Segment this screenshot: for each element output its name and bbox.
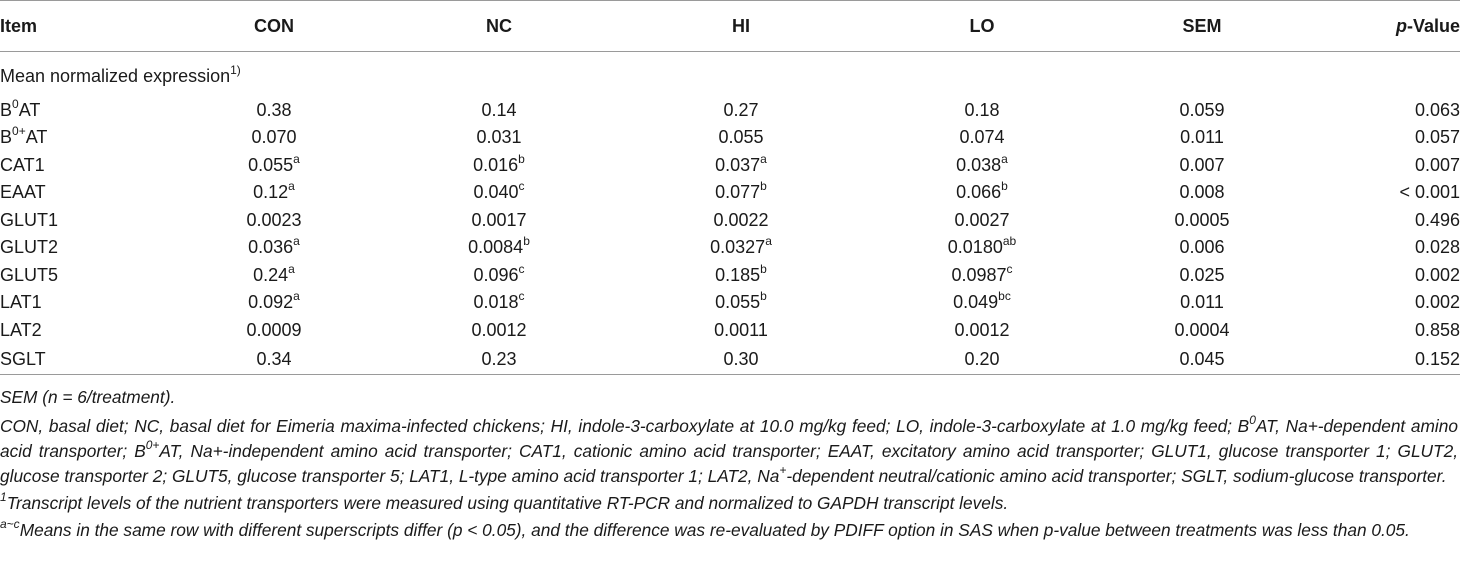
section-row bbox=[0, 52, 1460, 97]
cell-con: 0.12$^a$ bbox=[253, 179, 295, 203]
cell-p-value: 0.152 bbox=[1302, 344, 1460, 375]
cell-nc: 0.040$^c$ bbox=[473, 179, 525, 203]
cell-sem: 0.007 bbox=[1179, 154, 1225, 175]
cell-hi: 0.055$^b$ bbox=[715, 289, 767, 313]
cell-hi: 0.0011 bbox=[714, 319, 768, 340]
table-row bbox=[0, 316, 1460, 344]
table-row bbox=[0, 344, 1460, 375]
cell-lo: 0.049$^{bc}$ bbox=[953, 289, 1011, 313]
col-header-p-value: p-Value bbox=[1302, 1, 1460, 52]
table-row bbox=[0, 96, 1460, 124]
row-item-label: EAAT bbox=[0, 182, 46, 203]
row-item-label: CAT1 bbox=[0, 154, 45, 175]
cell-lo: 0.0987$^c$ bbox=[951, 261, 1013, 285]
col-header-nc: NC bbox=[378, 1, 620, 52]
cell-nc: 0.016$^b$ bbox=[473, 151, 525, 175]
table-footnotes bbox=[0, 385, 1458, 545]
cell-sem: 0.0004 bbox=[1174, 319, 1230, 340]
cell-hi: 0.30 bbox=[620, 344, 862, 375]
cell-con: 0.070 bbox=[251, 127, 297, 148]
footnote-2: $^{a\sim c}$Means in the same row with different superscripts differ (p < 0.05), and the difference was re-evaluated by PDIFF option in SAS when p-value between treatments was less than 0.05. bbox=[0, 517, 1410, 540]
cell-con: 0.34 bbox=[170, 344, 378, 375]
cell-sem: 0.008 bbox=[1179, 182, 1225, 203]
table-row bbox=[0, 234, 1460, 262]
cell-con: 0.0023 bbox=[246, 209, 302, 230]
cell-p-value: 0.028 bbox=[1414, 237, 1460, 258]
col-header-lo: LO bbox=[862, 1, 1102, 52]
cell-con: 0.24$^a$ bbox=[253, 261, 295, 285]
cell-nc: 0.031 bbox=[476, 127, 522, 148]
cell-con: 0.092$^a$ bbox=[248, 289, 300, 313]
cell-sem: 0.011 bbox=[1180, 127, 1224, 148]
cell-lo: 0.0180$^{ab}$ bbox=[947, 234, 1017, 258]
header-row bbox=[0, 1, 1460, 52]
sem-note: SEM (n = 6/treatment). bbox=[0, 387, 176, 407]
row-item-label: $B^0AT$ bbox=[0, 96, 41, 120]
cell-lo: 0.066$^b$ bbox=[956, 179, 1008, 203]
cell-con: 0.036$^a$ bbox=[248, 234, 300, 258]
cell-lo: 0.20 bbox=[862, 344, 1102, 375]
cell-lo: 0.18 bbox=[964, 99, 1000, 120]
table-row bbox=[0, 261, 1460, 289]
cell-nc: 0.0012 bbox=[471, 319, 527, 340]
col-header-hi: HI bbox=[620, 1, 862, 52]
cell-p-value: 0.057 bbox=[1414, 127, 1460, 148]
cell-p-value: < 0.001 bbox=[1399, 182, 1460, 203]
row-item-label: GLUT5 bbox=[0, 264, 59, 285]
cell-sem: 0.006 bbox=[1179, 237, 1225, 258]
cell-nc: 0.0017 bbox=[471, 209, 527, 230]
table-row bbox=[0, 289, 1460, 317]
cell-p-value: 0.063 bbox=[1414, 99, 1460, 120]
col-header-con: CON bbox=[170, 1, 378, 52]
row-item-label: GLUT1 bbox=[0, 209, 59, 230]
col-header-item: Item bbox=[0, 1, 170, 52]
abbreviations-note: CON, basal diet; NC, basal diet for Eimeria maxima-infected chickens; HI, indole-3-carboxylate at 10.0 mg/kg feed; LO, indole-3-carboxylate at 1.0 mg/kg feed; $B^0AT$, Na+-dependent amino acid transporter; $B^{0+}AT$, Na+-independent amino acid transporter; CAT1, cationic amino acid transporter; EAAT, excitatory amino acid transporter; GLUT1, glucose transporter 1; GLUT2, glucose transporter 2; GLUT5, glucose transporter 5; LAT1, L-type amino acid transporter 1; LAT2, Na+-dependent neutral/cationic amino acid transporter; SGLT, sodium-glucose transporter. bbox=[0, 413, 1459, 486]
cell-lo: 0.074 bbox=[959, 127, 1005, 148]
row-item-label: LAT2 bbox=[0, 319, 42, 340]
cell-nc: 0.23 bbox=[378, 344, 620, 375]
cell-con: 0.38 bbox=[256, 99, 292, 120]
cell-sem: 0.0005 bbox=[1174, 209, 1230, 230]
cell-hi: 0.0022 bbox=[713, 209, 769, 230]
cell-sem: 0.025 bbox=[1179, 264, 1225, 285]
cell-hi: 0.185$^b$ bbox=[715, 261, 767, 285]
cell-con: 0.055$^a$ bbox=[248, 151, 300, 175]
table-row bbox=[0, 206, 1460, 234]
row-item-label: GLUT2 bbox=[0, 237, 59, 258]
section-label: Mean normalized expression$^{1)}$ bbox=[0, 63, 241, 86]
table-row bbox=[0, 151, 1460, 179]
table-row bbox=[0, 124, 1460, 152]
cell-nc: 0.14 bbox=[481, 99, 517, 120]
cell-sem: 0.045 bbox=[1102, 344, 1302, 375]
cell-hi: 0.037$^a$ bbox=[715, 151, 767, 175]
row-item-label: LAT1 bbox=[0, 292, 42, 313]
cell-hi: 0.055 bbox=[718, 127, 764, 148]
cell-nc: 0.0084$^b$ bbox=[468, 234, 530, 258]
cell-con: 0.0009 bbox=[246, 319, 302, 340]
cell-p-value: 0.858 bbox=[1414, 319, 1460, 340]
row-item-label: SGLT bbox=[0, 344, 170, 375]
cell-nc: 0.096$^c$ bbox=[473, 261, 525, 285]
cell-sem: 0.059 bbox=[1179, 99, 1225, 120]
cell-p-value: 0.002 bbox=[1414, 292, 1460, 313]
cell-nc: 0.018$^c$ bbox=[473, 289, 525, 313]
cell-lo: 0.0027 bbox=[954, 209, 1010, 230]
footnote-1: $^1$Transcript levels of the nutrient transporters were measured using quantitative RT-PCR and normalized to GAPDH transcript levels. bbox=[0, 490, 1009, 513]
table-row bbox=[0, 179, 1460, 207]
cell-p-value: 0.496 bbox=[1414, 209, 1460, 230]
cell-hi: 0.0327$^a$ bbox=[710, 234, 772, 258]
col-header-sem: SEM bbox=[1102, 1, 1302, 52]
cell-p-value: 0.002 bbox=[1414, 264, 1460, 285]
cell-hi: 0.077$^b$ bbox=[715, 179, 767, 203]
cell-lo: 0.0012 bbox=[954, 319, 1010, 340]
cell-p-value: 0.007 bbox=[1414, 154, 1460, 175]
cell-lo: 0.038$^a$ bbox=[956, 151, 1008, 175]
row-item-label: $B^{0+}AT$ bbox=[0, 124, 48, 148]
cell-sem: 0.011 bbox=[1180, 292, 1224, 313]
cell-hi: 0.27 bbox=[723, 99, 759, 120]
